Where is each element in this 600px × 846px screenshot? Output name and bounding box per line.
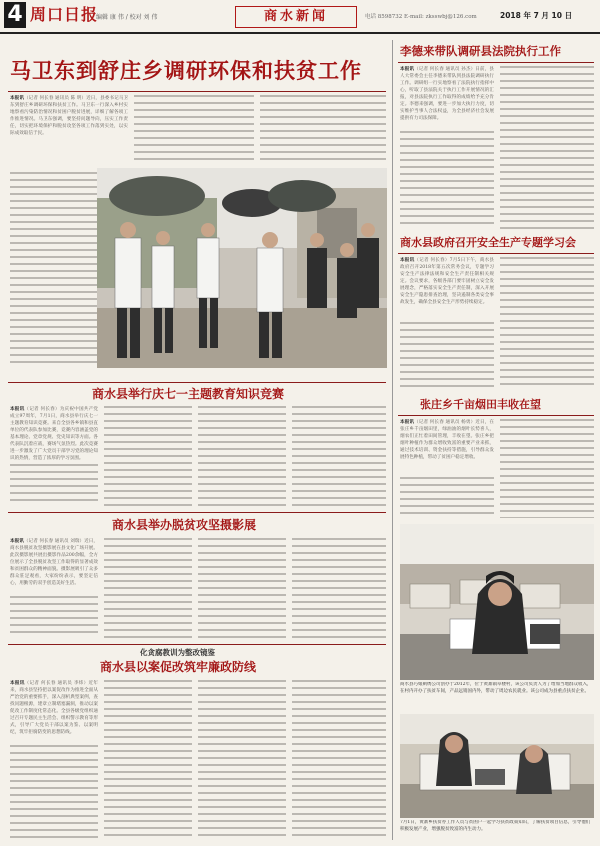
discipline-byline: 本报讯 (10, 681, 25, 686)
poverty-article-text (10, 538, 98, 594)
page-number: 4 (4, 2, 26, 28)
poverty-byline: 本报讯 (10, 539, 24, 544)
harvest-rule (398, 415, 594, 416)
court-rule (398, 62, 594, 63)
contact-info: 电话 8598732 E-mail: zksswbj@126.com (365, 14, 477, 20)
court-headline: 李德来带队调研县法院执行工作 (400, 44, 561, 58)
issue-date: 2018 年 7 月 10 日 (500, 11, 573, 20)
poverty-text-lines-2 (104, 538, 192, 638)
harvest-byline: 本报讯 (400, 420, 415, 425)
education-headline: 商水县举行庆七一主题教育知识竞赛 (92, 387, 285, 401)
court-body: （记者 何长春 通讯员 孙杰）日前，县人大常委会主任李德来带队到县法院调研执行工作。调研组一行实地察看了法院执行指挥中心，听取了县法院关于执行工作开展情况的汇报，对县法院执行工作取得的成绩给予充分肯定。李德来强调，要进一步加大执行力度，切实维护当事人合法权益，为全县经济社会发展提供有力司法保障。 (400, 67, 494, 121)
training-photo-caption: 7月1日，黄寨乡扶贫办工作人员与贫困户一起学习扶贫政策知识，了解扶贫项目信息，引导他们积极发展产业，增强脱贫致富的内生动力。 (400, 820, 591, 832)
harvest-article-text (400, 419, 494, 475)
section-title: 商水新闻 (235, 6, 357, 28)
discipline-text-lines-4 (292, 680, 386, 838)
court-byline: 本报讯 (400, 67, 415, 72)
education-text-lines-1 (10, 464, 98, 506)
harvest-headline: 张庄乡千亩烟田丰收在望 (420, 398, 541, 411)
safety-rule (398, 253, 594, 254)
discipline-article-text (10, 680, 98, 743)
column-divider (392, 40, 393, 840)
main-headline: 马卫东到舒庄乡调研环保和扶贫工作 (10, 58, 362, 83)
factory-photo-caption: 商水县巧娘刺绣公司创办于2012年，位于黄寨镇草楼村，该公司负责人为了增加当地群众收入，在村内开办了扶贫车间，产品远销国内外，带动了周边农民就业。该公司成为县重点扶贫企业。 (400, 682, 592, 694)
poverty-text-lines-1 (10, 596, 98, 638)
main-text-lines-3 (260, 95, 386, 163)
training-photo-image (400, 714, 594, 818)
discipline-kicker: 化贪腐教训为整改镜鉴 (140, 648, 215, 657)
safety-byline: 本报讯 (400, 258, 415, 263)
editor-credits: 编辑 康 伟 / 校对 刘 伟 (96, 14, 158, 21)
discipline-body: （记者 何长春 通讯员 李炜）近年来，商水县坚持把以案促改作为推进全面从严治党的重要抓手，深入剖析典型案例，查找问题根源，建章立制堵塞漏洞，推动以案促改工作制度化常态化。全县各级党组织通过召开专题民主生活会、组织警示教育等形式，引导广大党员干部以案为鉴、以案明纪，筑牢拒腐防变的思想防线。 (10, 681, 98, 735)
harvest-body: （记者 何长春 通讯员 杨勇）近日，在张庄乡千亩烟田里，绿油油的烟叶长势喜人，烟农们正忙着田间管理，丰收在望。张庄乡把烟叶种植作为群众增收致富的重要产业来抓，通过技术培训、资金扶持等措施，引导群众发展特色种植，带动了贫困户稳定增收。 (400, 420, 494, 460)
newspaper-name: 周口日报 (30, 5, 99, 24)
education-article-text (10, 406, 98, 462)
harvest-text-lines-1 (400, 477, 494, 518)
poverty-headline: 商水县举办脱贫攻坚摄影展 (112, 518, 257, 532)
education-text-lines-4 (292, 406, 386, 506)
education-text-lines-3 (198, 406, 286, 506)
factory-photo-image (400, 524, 594, 680)
main-photo (97, 168, 387, 368)
main-text-lines-2 (134, 95, 254, 163)
education-body: （记者 何长春）为庆祝中国共产党成立97周年，7月1日，商水县举行庆七一主题教育知识竞赛。来自全县各乡镇和县直单位的代表队参加比赛，竞赛内容涵盖党的基本理论、党章党规、党史知识等方面。各代表队沉着应战，赛场气氛热烈。此次竞赛进一步激发了广大党员干部学习党的理论知识的热情，营造了浓厚的学习氛围。 (10, 407, 98, 461)
poverty-top-rule (8, 512, 386, 513)
discipline-text-lines-3 (198, 680, 286, 838)
training-photo (400, 714, 594, 818)
court-text-lines-2 (500, 66, 594, 229)
main-body: （记者 何长春 通讯员 陈 明）近日，县委书记马卫东到舒庄乡调研环保和扶贫工作。马卫东一行深入乡村实地察看污染防治情况和贫困户脱贫进展，详细了解各项工作推进情况。马卫东强调，要坚持问题导向，压实工作责任，切实把环境保护和脱贫攻坚各项工作落到实处，以实际成效取信于民。 (10, 96, 128, 136)
safety-text-lines-1 (400, 322, 494, 390)
education-byline: 本报讯 (10, 407, 25, 412)
court-text-lines-1 (400, 131, 494, 229)
poverty-body: （记者 何长春 通讯员 刘瑞）近日，商水县脱贫攻坚摄影展在县文化广场开展。此次摄影展共展出摄影作品200余幅，全方位展示了全县脱贫攻坚工作取得的显著成效和贫困群众的精神面貌。摄影展吸引了众多群众驻足观看，大家纷纷表示，要坚定信心，用勤劳的双手创造美好生活。 (10, 539, 98, 586)
harvest-text-lines-2 (500, 419, 594, 518)
main-article-text (10, 95, 128, 170)
headline-rule (8, 91, 386, 92)
court-article-text (400, 66, 494, 129)
discipline-headline: 商水县以案促改筑牢廉政防线 (100, 660, 257, 674)
safety-headline: 商水县政府召开安全生产专题学习会 (400, 236, 576, 249)
poverty-text-lines-4 (292, 538, 386, 638)
safety-article-text (400, 257, 494, 320)
discipline-text-lines-2 (104, 680, 192, 838)
factory-photo (400, 524, 594, 680)
discipline-top-rule (8, 644, 386, 645)
main-photo-image (97, 168, 387, 368)
discipline-text-lines-1 (10, 745, 98, 838)
safety-text-lines-2 (500, 257, 594, 390)
poverty-text-lines-3 (198, 538, 286, 638)
safety-body: （记者 何长春）7月5日下午，商水县政府召开2018年第五次常务会议，专题学习安全生产法律法规和安全生产责任制相关规定。会议要求，各级各部门要牢固树立安全发展理念，严格落实安全生产责任制，深入开展安全生产隐患排查治理，坚决遏制各类安全事故发生，确保全县安全生产形势持续稳定。 (400, 258, 494, 305)
main-byline: 本报讯 (10, 96, 24, 101)
education-top-rule (8, 382, 386, 383)
education-text-lines-2 (104, 406, 192, 506)
